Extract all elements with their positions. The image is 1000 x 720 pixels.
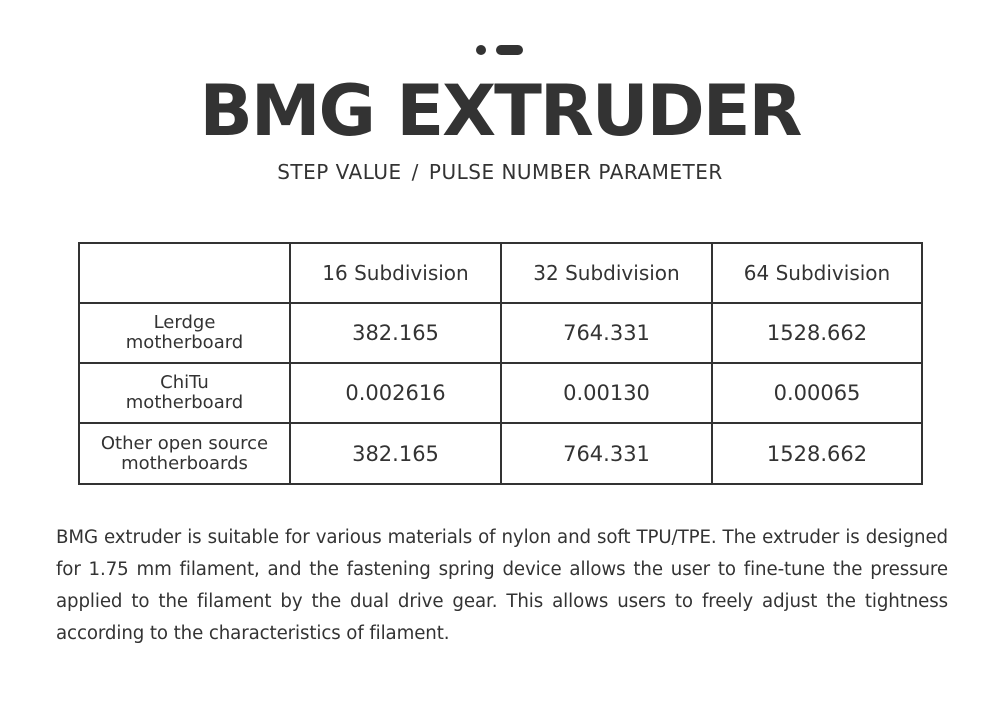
- table-cell: 1528.662: [712, 423, 922, 484]
- column-header-32-subdivision: 32 Subdivision: [501, 243, 712, 303]
- table-cell: 764.331: [501, 423, 712, 484]
- dot-icon: [476, 45, 486, 55]
- page-title: BMG EXTRUDER: [199, 70, 801, 152]
- table-row: [79, 363, 922, 423]
- table-cell: 0.002616: [290, 363, 501, 423]
- table-header-row: [79, 243, 922, 303]
- column-header-64-subdivision: 64 Subdivision: [712, 243, 922, 303]
- row-header-lerdge: Lerdge motherboard: [79, 303, 290, 363]
- table-corner-cell: [79, 243, 290, 303]
- table-cell: 764.331: [501, 303, 712, 363]
- table-cell: 382.165: [290, 303, 501, 363]
- subtitle-pulse-number: PULSE NUMBER PARAMETER: [428, 160, 723, 184]
- description-paragraph: BMG extruder is suitable for various materials of nylon and soft TPU/TPE. The extruder is designed for 1.75 mm filament, and the fastening spring device allows the user to fine-tune the pressure applied to the filament by the dual drive gear. This allows users to freely adjust the tightness according to the characteristics of filament.: [56, 527, 948, 644]
- table-cell: 0.00065: [712, 363, 922, 423]
- page-subtitle: [0, 158, 1000, 186]
- table-row: [79, 303, 922, 363]
- subtitle-separator: /: [411, 160, 419, 184]
- table-cell: 1528.662: [712, 303, 922, 363]
- subtitle-step-value: STEP VALUE: [277, 160, 402, 184]
- table-cell: 382.165: [290, 423, 501, 484]
- column-header-16-subdivision: 16 Subdivision: [290, 243, 501, 303]
- decorative-dots: [0, 44, 1000, 56]
- row-header-chitu: ChiTu motherboard: [79, 363, 290, 423]
- table-cell: 0.00130: [501, 363, 712, 423]
- pill-icon: [496, 45, 523, 55]
- table-row: [79, 423, 922, 484]
- parameter-table: [78, 242, 923, 485]
- row-header-other-open-source: Other open source motherboards: [79, 423, 290, 484]
